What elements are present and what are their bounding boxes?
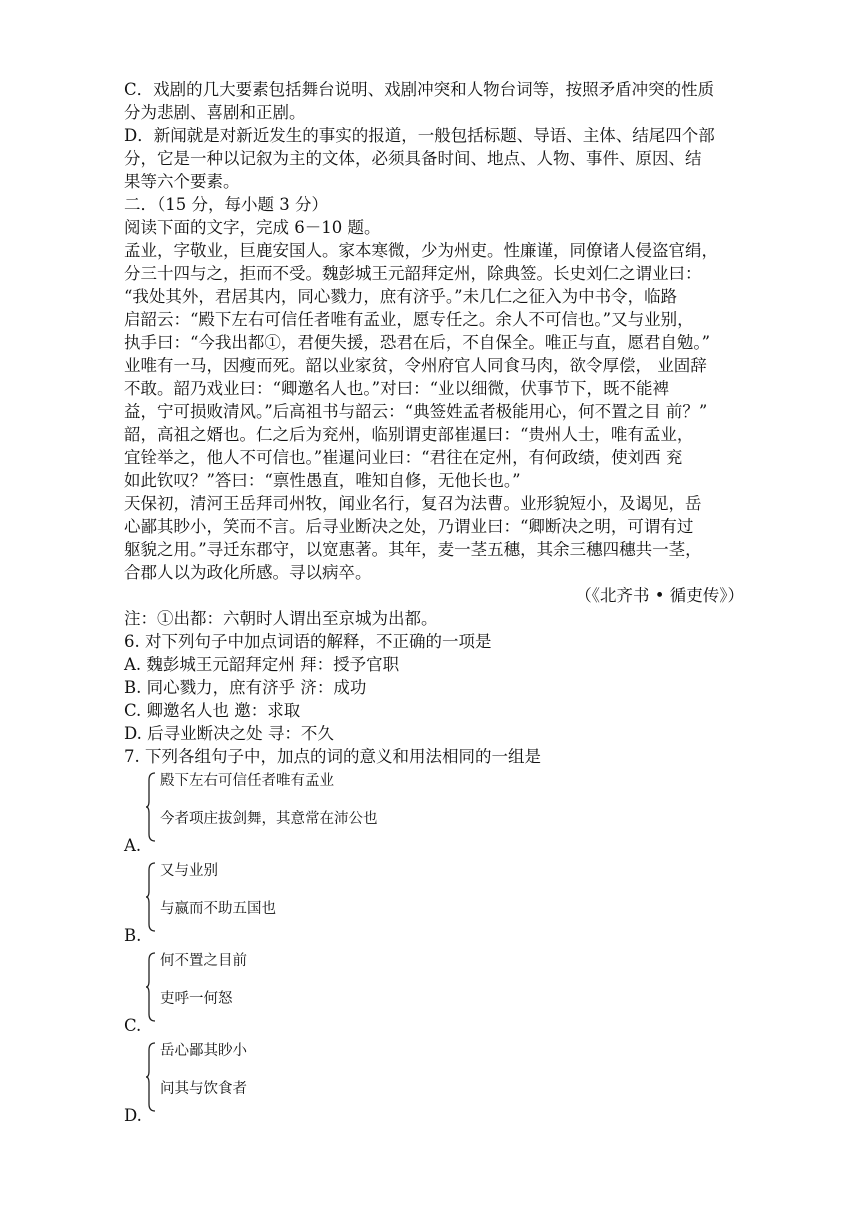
footnote: 注：①出都：六朝时人谓出至京城为出都。 bbox=[124, 609, 438, 628]
question-7-option-a bbox=[124, 768, 744, 858]
question-6-option-d: D. 后寻业断决之处 寻：不久 bbox=[124, 724, 334, 743]
text-line: 如此钦叹？”答曰：“禀性愚直，唯知自修，无他长也。” bbox=[124, 471, 521, 490]
question-7-option-c bbox=[124, 948, 744, 1038]
question-6-stem: 6. 对下列句子中加点词语的解释，不正确的一项是 bbox=[124, 632, 492, 651]
brace-icon bbox=[146, 772, 156, 842]
text-line: 韶，高祖之婿也。仁之后为兖州，临别谓吏部崔暹曰：“贵州人士，唯有孟业， bbox=[124, 425, 694, 444]
option-sentence-2: 问其与饮食者 bbox=[160, 1081, 247, 1097]
text-line: 天保初，清河王岳拜司州牧，闻业名行，复召为法曹。业形貌短小，及谒见，岳 bbox=[124, 494, 702, 513]
option-sentence-1: 何不置之目前 bbox=[160, 953, 247, 969]
question-6-option-b: B. 同心戮力，庶有济乎 济：成功 bbox=[124, 678, 367, 697]
text-line: 分为悲剧、喜剧和正剧。 bbox=[124, 103, 306, 122]
document-page bbox=[124, 78, 744, 1128]
question-6-option-c: C. 卿邀名人也 邀：求取 bbox=[124, 701, 301, 720]
option-sentence-1: 又与业别 bbox=[160, 863, 218, 879]
text-line: 躯貌之用。”寻迁东郡守，以宽惠著。其年，麦一茎五穗，其余三穗四穗共一茎， bbox=[124, 540, 702, 559]
text-line: 益，宁可损败清风。”后高祖书与韶云：“典签姓孟者极能用心，何不置之目 前？” bbox=[124, 402, 708, 421]
option-label: A. bbox=[124, 836, 142, 855]
option-sentence-1: 殿下左右可信任者唯有孟业 bbox=[160, 773, 334, 789]
question-7-option-b bbox=[124, 858, 744, 948]
text-line: 启韶云：“殿下左右可信任者唯有孟业，愿专任之。余人不可信也。”又与业别， bbox=[124, 310, 694, 329]
question-7-option-d bbox=[124, 1038, 744, 1128]
text-line: C．戏剧的几大要素包括舞台说明、戏剧冲突和人物台词等，按照矛盾冲突的性质 bbox=[124, 80, 715, 99]
text-line: 阅读下面的文字，完成 6－10 题。 bbox=[124, 218, 381, 237]
question-6-option-a: A. 魏彭城王元韶拜定州 拜：授予官职 bbox=[124, 655, 400, 674]
text-line: 果等六个要素。 bbox=[124, 172, 240, 191]
option-label: C. bbox=[124, 1016, 142, 1035]
text-line: “我处其外，君居其内，同心戮力，庶有济乎。”未几仁之征入为中书令，临路 bbox=[124, 287, 678, 306]
option-label: D. bbox=[124, 1106, 142, 1125]
text-line: 业唯有一马，因瘦而死。韶以业家贫，令州府官人同食马肉，欲令厚偿， 业固辞 bbox=[124, 356, 707, 375]
text-line: 宜铨举之，他人不可信也。”崔暹问业曰：“君往在定州，有何政绩，使刘西 兖 bbox=[124, 448, 683, 467]
text-line: 心鄙其眇小，笑而不言。后寻业断决之处，乃谓业曰：“卿断决之明，可谓有过 bbox=[124, 517, 694, 536]
text-line: D．新闻就是对新近发生的事实的报道，一般包括标题、导语、主体、结尾四个部 bbox=[124, 126, 715, 145]
passage-text bbox=[124, 78, 744, 584]
brace-icon bbox=[146, 1042, 156, 1112]
text-line: 分，它是一种以记叙为主的文体，必须具备时间、地点、人物、事件、原因、结 bbox=[124, 149, 702, 168]
option-sentence-2: 吏呼一何怒 bbox=[160, 991, 233, 1007]
text-line: 分三十四与之，拒而不受。魏彭城王元韶拜定州，除典签。长史刘仁之谓业曰： bbox=[124, 264, 702, 283]
source-citation: （《北齐书 • 循吏传》） bbox=[575, 586, 744, 605]
brace-icon bbox=[146, 952, 156, 1022]
option-label: B. bbox=[124, 926, 142, 945]
text-line: 不敢。韶乃戏业曰：“卿邀名人也。”对曰：“业以细微，伏事节下，既不能裨 bbox=[124, 379, 670, 398]
option-sentence-2: 今者项庄拔剑舞，其意常在沛公也 bbox=[160, 811, 378, 827]
text-line: 孟业，字敬业，巨鹿安国人。家本寒微，少为州吏。性廉谨，同僚诸人侵盗官绢， bbox=[124, 241, 718, 260]
text-line: 合郡人以为政化所感。寻以病卒。 bbox=[124, 563, 372, 582]
option-sentence-1: 岳心鄙其眇小 bbox=[160, 1043, 247, 1059]
brace-icon bbox=[146, 862, 156, 932]
option-sentence-2: 与嬴而不助五国也 bbox=[160, 901, 276, 917]
question-7-stem: 7. 下列各组句子中，加点的词的意义和用法相同的一组是 bbox=[124, 747, 541, 766]
text-line: 二．（15 分，每小题 3 分） bbox=[124, 195, 328, 214]
text-line: 执手曰：“今我出都①，君便失援，恐君在后，不自保全。唯正与直，愿君自勉。” bbox=[124, 333, 711, 352]
